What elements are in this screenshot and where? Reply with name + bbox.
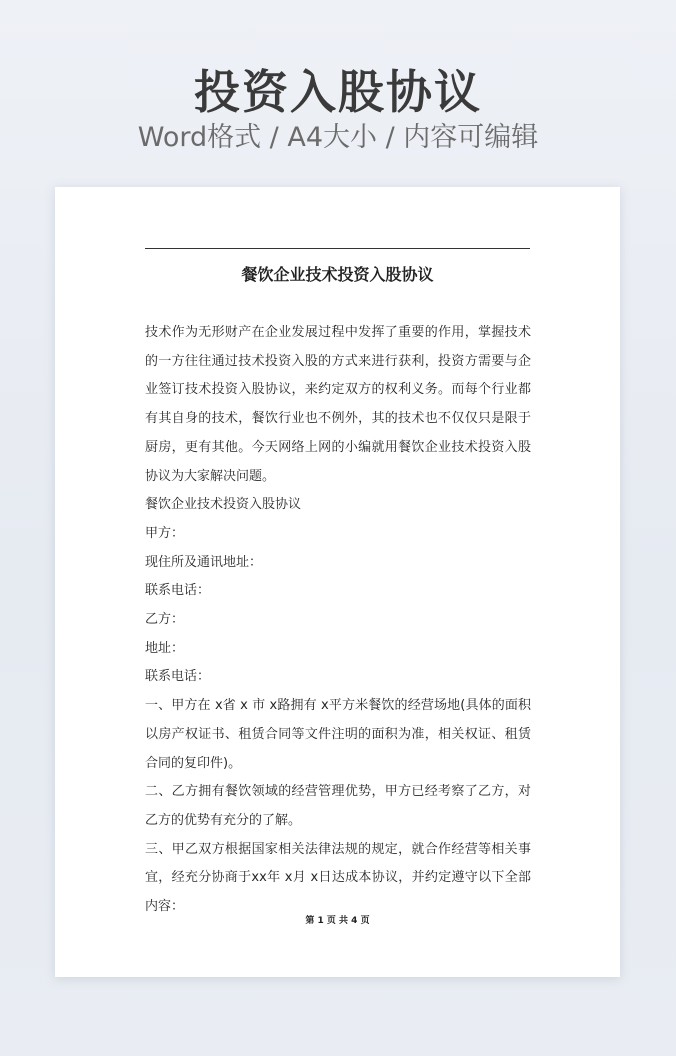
party-a-label: 甲方： xyxy=(145,525,185,541)
clause-3: 三、甲乙双方根据国家相关法律法规的规定，就合作经营等相关事宜，经充分协商于xx年 x月 x日达成本协议，并约定遵守以下全部内容： xyxy=(145,841,531,915)
paragraph-intro: 技术作为无形财产在企业发展过程中发挥了重要的作用，掌握技术的一方往往通过技术投资入股的方式来进行获利，投资方需要与企业签订技术投资入股协议，来约定双方的权利义务。而每个行业都有其自身的技术，餐饮行业也不例外，其的技术也不仅仅只是限于厨房，更有其他。今天网络上网的小编就用餐饮企业技术投资入股协议为大家解决问题。 xyxy=(145,325,531,484)
party-b-address-label: 地址： xyxy=(145,640,185,656)
header-rule xyxy=(145,248,530,249)
party-a-address-label: 现住所及通讯地址： xyxy=(145,554,263,570)
document-page xyxy=(55,187,620,977)
document-body xyxy=(145,319,531,922)
party-b-phone-label: 联系电话： xyxy=(145,669,211,685)
banner-subtitle: Word格式 / A4大小 / 内容可编辑 xyxy=(137,122,539,153)
document-title: 餐饮企业技术投资入股协议 xyxy=(241,265,434,284)
party-b-label: 乙方： xyxy=(145,612,185,628)
banner-title: 投资入股协议 xyxy=(194,65,482,119)
clause-2: 二、乙方拥有餐饮领域的经营管理优势，甲方已经考察了乙方，对乙方的优势有充分的了解。 xyxy=(145,784,531,828)
clause-1: 一、甲方在 x省 x 市 x路拥有 x平方米餐饮的经营场地(具体的面积以房产权证书、租赁合同等文件注明的面积为准，相关权证、租赁合同的复印件)。 xyxy=(145,698,531,771)
paragraph-heading: 餐饮企业技术投资入股协议 xyxy=(145,497,302,513)
page-number: 第 1 页 共 4 页 xyxy=(305,916,370,926)
party-a-phone-label: 联系电话： xyxy=(145,583,211,599)
